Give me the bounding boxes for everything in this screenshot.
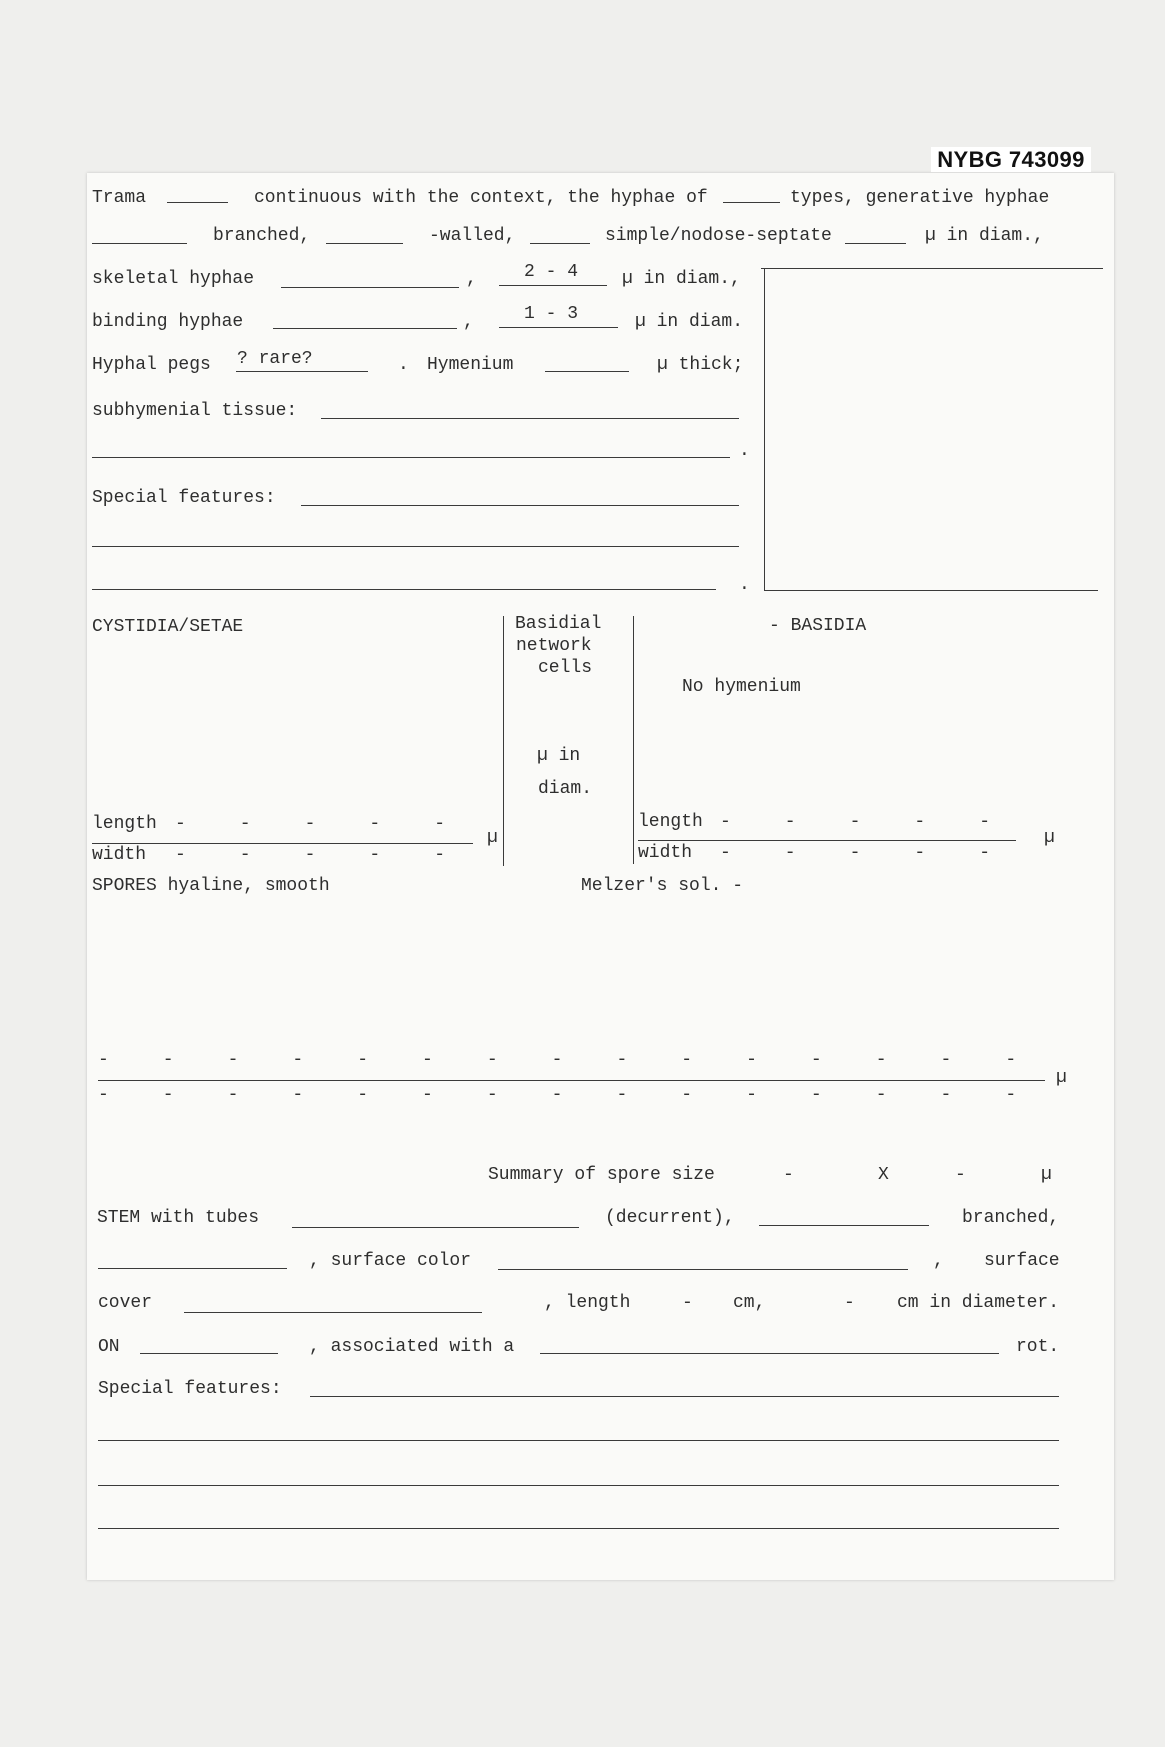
subhymenial-period: . [739, 441, 750, 461]
blank-field [326, 243, 403, 244]
basidia-width-label: width [638, 843, 693, 863]
cover-label: cover [98, 1293, 153, 1313]
accession-number: NYBG 743099 [937, 147, 1085, 172]
box-bottom-border [764, 590, 1098, 591]
blank-field [292, 1227, 579, 1228]
cystidia-heading: CYSTIDIA/SETAE [92, 617, 244, 637]
summary-dash-1: - [783, 1165, 794, 1185]
network-heading-line1: Basidial [515, 614, 602, 634]
blank-field [140, 1353, 278, 1354]
basidia-heading: - BASIDIA [769, 616, 867, 636]
trama-types-text: types, generative hyphae [790, 188, 1050, 208]
basidia-note: No hymenium [682, 677, 801, 697]
hymenium-unit: µ thick; [657, 355, 744, 375]
spores-heading: SPORES hyaline, smooth [92, 876, 330, 896]
special-features-period: . [739, 575, 750, 595]
blank-field [845, 243, 906, 244]
blank-field [723, 202, 780, 203]
spore-unit: µ [1056, 1068, 1067, 1088]
stem-special-features-label: Special features: [98, 1379, 282, 1399]
spore-size-line [98, 1080, 1045, 1081]
pegs-period: . [398, 355, 409, 375]
skeletal-diameter-value: 2 - 4 [524, 262, 579, 282]
basidia-unit: µ [1044, 828, 1055, 848]
filled-field-line [499, 327, 618, 328]
box-left-border [764, 268, 765, 590]
subhymenial-label: subhymenial tissue: [92, 401, 298, 421]
stem-length-label: , length [544, 1293, 631, 1313]
cystidia-unit: µ [487, 828, 498, 848]
blank-field [540, 1353, 999, 1354]
cystidia-width-dashes: - - - - - [175, 845, 446, 865]
blank-field [92, 589, 716, 590]
cystidia-size-line [92, 843, 473, 844]
binding-hyphae-label: binding hyphae [92, 312, 244, 332]
blank-field [545, 371, 629, 372]
surface-comma: , [933, 1251, 944, 1271]
special-features-label: Special features: [92, 488, 276, 508]
blank-field [98, 1528, 1059, 1529]
network-heading-line2: network [516, 636, 592, 656]
associated-label: , associated with a [309, 1337, 515, 1357]
hymenium-label: Hymenium [427, 355, 514, 375]
spore-length-dashes: - - - - - - - - - - - - - - - [98, 1050, 1017, 1070]
blank-field [167, 202, 228, 203]
basidia-width-dashes: - - - - - [720, 843, 991, 863]
network-heading-line3: cells [538, 658, 593, 678]
blank-field [301, 505, 739, 506]
blank-field [98, 1268, 287, 1269]
skeletal-comma: , [466, 269, 477, 289]
basidia-length-label: length [638, 812, 703, 832]
blank-field [321, 418, 739, 419]
network-unit-line2: diam. [538, 779, 593, 799]
trama-continuous-text: continuous with the context, the hyphae of [254, 188, 708, 208]
blank-field [184, 1312, 482, 1313]
stem-label: STEM with tubes [97, 1208, 260, 1228]
stem-length-unit: cm, [733, 1293, 766, 1313]
skeletal-unit: µ in diam., [622, 269, 741, 289]
skeletal-hyphae-label: skeletal hyphae [92, 269, 255, 289]
surface-color-label: , surface color [309, 1251, 472, 1271]
septate-text: simple/nodose-septate [605, 226, 832, 246]
surface-label: surface [984, 1251, 1060, 1271]
blank-field [92, 243, 187, 244]
trama-heading: Trama [92, 188, 147, 208]
cystidia-length-label: length [92, 814, 157, 834]
blank-field [98, 1440, 1059, 1441]
decurrent-text: (decurrent), [605, 1208, 735, 1228]
stem-length-dash: - [682, 1293, 693, 1313]
hyphal-pegs-label: Hyphal pegs [92, 355, 211, 375]
summary-label: Summary of spore size [488, 1165, 715, 1185]
walled-text: -walled, [429, 226, 516, 246]
summary-unit: µ [1041, 1165, 1052, 1185]
box-top-border [761, 268, 1103, 269]
substrate-label: ON [98, 1337, 120, 1357]
cystidia-width-label: width [92, 845, 147, 865]
rot-label: rot. [1016, 1337, 1060, 1357]
stem-diameter-dash: - [844, 1293, 855, 1313]
filled-field-line [236, 371, 368, 372]
stem-diameter-label: cm in diameter. [897, 1293, 1060, 1313]
cystidia-length-dashes: - - - - - [175, 814, 446, 834]
blank-field [92, 457, 730, 458]
column-divider [503, 616, 504, 866]
melzer-reaction: Melzer's sol. - [581, 876, 744, 896]
summary-x: X [878, 1165, 889, 1185]
branched-text: branched, [213, 226, 311, 246]
hyphal-pegs-value: ? rare? [237, 349, 313, 369]
binding-comma: , [463, 312, 474, 332]
blank-field [530, 243, 590, 244]
basidia-size-line [638, 840, 1016, 841]
basidia-length-dashes: - - - - - [720, 812, 991, 832]
column-divider [633, 616, 634, 864]
blank-field [759, 1225, 929, 1226]
diam-unit-text: µ in diam., [925, 226, 1044, 246]
summary-dash-2: - [955, 1165, 966, 1185]
stem-branched-text: branched, [962, 1208, 1060, 1228]
filled-field-line [499, 285, 607, 286]
spore-width-dashes: - - - - - - - - - - - - - - - [98, 1085, 1017, 1105]
blank-field [273, 328, 457, 329]
network-unit-line1: µ in [537, 746, 581, 766]
blank-field [92, 546, 739, 547]
binding-diameter-value: 1 - 3 [524, 304, 579, 324]
blank-field [498, 1269, 908, 1270]
blank-field [98, 1485, 1059, 1486]
blank-field [310, 1396, 1059, 1397]
blank-field [281, 287, 459, 288]
accession-label [931, 147, 1091, 172]
binding-unit: µ in diam. [635, 312, 744, 332]
